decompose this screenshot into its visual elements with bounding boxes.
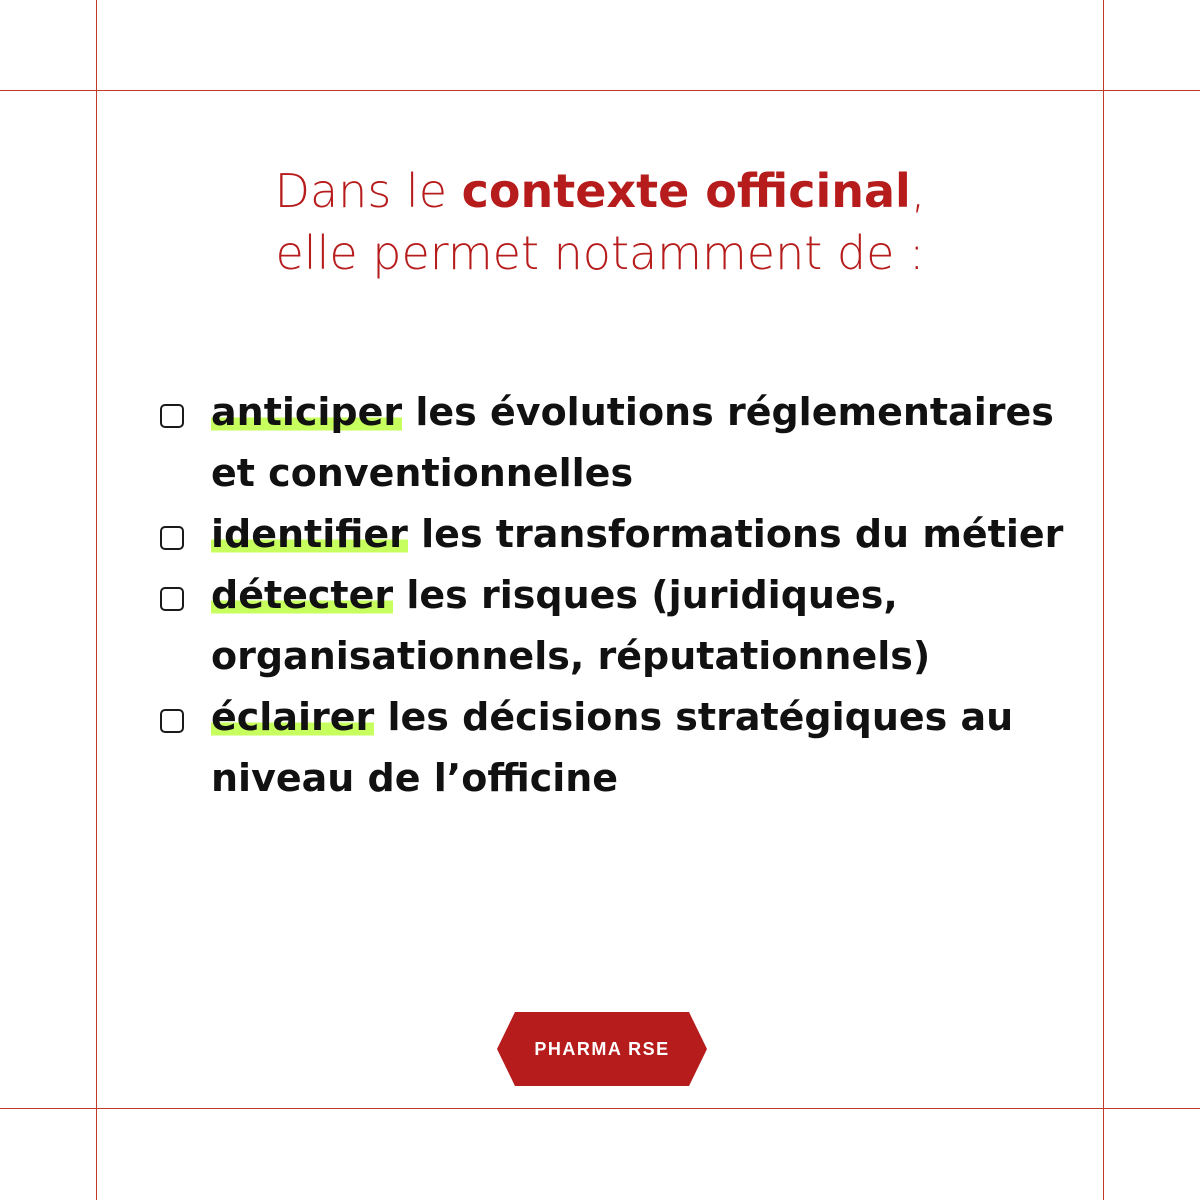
heading-line-1: [100, 160, 1100, 222]
item-text: les évolutions réglementaires et conventionnelles: [211, 390, 1054, 495]
checklist-item: [160, 565, 1080, 687]
item-verb: éclairer: [211, 695, 375, 739]
heading-emphasis: contexte officinal: [461, 164, 911, 218]
item-verb: détecter: [211, 573, 394, 617]
pharma-rse-logo: [497, 1012, 707, 1086]
item-verb: anticiper: [211, 390, 403, 434]
guide-line-top: [0, 90, 1200, 91]
guide-line-left: [96, 0, 97, 1200]
logo-text: PHARMA RSE: [534, 1039, 670, 1059]
item-text: les risques (juridiques, organisationnels, réputationnels): [211, 573, 931, 678]
heading-line-2: elle permet notamment de :: [275, 226, 925, 280]
guide-line-right: [1103, 0, 1104, 1200]
checkbox-icon[interactable]: [160, 709, 184, 733]
heading-prefix: Dans le: [274, 164, 462, 218]
item-text: les transformations du métier: [407, 512, 1064, 556]
checkbox-icon[interactable]: [160, 526, 184, 550]
checkbox-icon[interactable]: [160, 404, 184, 428]
checklist: [160, 382, 1080, 809]
checklist-item: [160, 382, 1080, 504]
page-heading: [100, 160, 1100, 284]
checklist-item: [160, 504, 1080, 565]
checklist-item: [160, 687, 1080, 809]
item-verb: identifier: [211, 512, 408, 556]
heading-comma: ,: [910, 164, 926, 218]
checkbox-icon[interactable]: [160, 587, 184, 611]
item-text: les décisions stratégiques au niveau de l’officine: [211, 695, 1014, 800]
guide-line-bottom: [0, 1108, 1200, 1109]
